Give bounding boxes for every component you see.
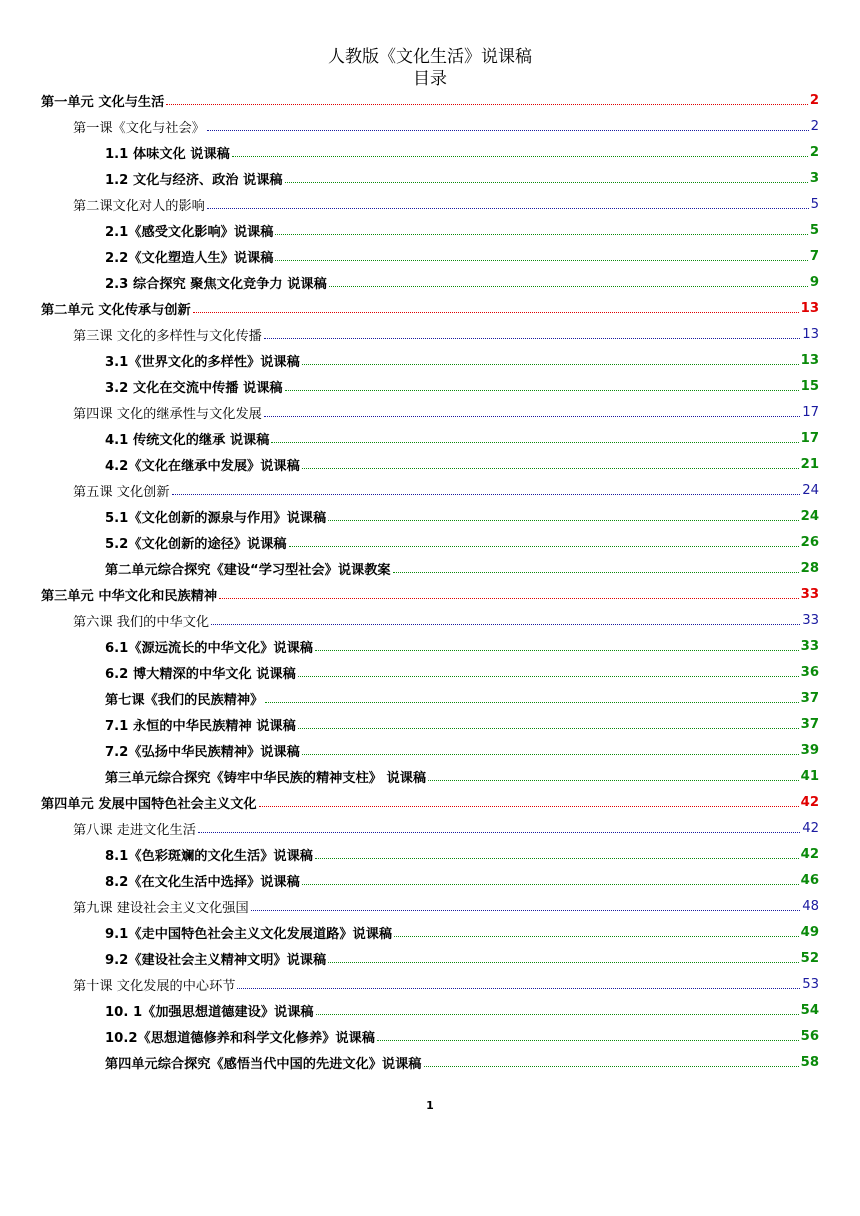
page-number: 1 xyxy=(426,1099,434,1112)
toc-entry-sub[interactable] xyxy=(0,997,860,1023)
dot-leader xyxy=(394,936,799,937)
toc-entry-page: 53 xyxy=(802,976,819,992)
toc-entry-page: 33 xyxy=(802,612,819,628)
toc-entry-label: 第四单元综合探究《感悟当代中国的先进文化》说课稿 xyxy=(105,1056,422,1072)
toc-entry-lesson[interactable] xyxy=(0,971,860,997)
toc-entry-page: 9 xyxy=(809,274,819,290)
dot-leader xyxy=(259,806,799,807)
toc-entry-page: 28 xyxy=(800,560,819,576)
dot-leader xyxy=(328,520,798,521)
toc-entry-page: 13 xyxy=(800,300,819,316)
dot-leader xyxy=(264,338,800,339)
toc-entry-sub[interactable] xyxy=(0,685,860,711)
dot-leader xyxy=(285,390,799,391)
toc-entry-page: 49 xyxy=(800,924,819,940)
toc-entry-sub[interactable] xyxy=(0,347,860,373)
toc-entry-lesson[interactable] xyxy=(0,893,860,919)
toc-entry-page: 17 xyxy=(802,404,819,420)
document-title: 人教版《文化生活》说课稿 xyxy=(328,47,532,67)
toc-entry-unit[interactable] xyxy=(0,87,860,113)
toc-entry-sub[interactable] xyxy=(0,425,860,451)
table-of-contents xyxy=(0,87,860,1075)
dot-leader xyxy=(264,416,800,417)
toc-entry-label: 第二课文化对人的影响 xyxy=(73,198,205,214)
toc-entry-sub[interactable] xyxy=(0,243,860,269)
toc-entry-sub[interactable] xyxy=(0,1049,860,1075)
dot-leader xyxy=(193,312,799,313)
toc-entry-label: 5.2《文化创新的途径》说课稿 xyxy=(105,536,287,552)
toc-entry-label: 第五课 文化创新 xyxy=(73,484,170,500)
toc-entry-sub[interactable] xyxy=(0,867,860,893)
toc-entry-page: 41 xyxy=(800,768,819,784)
dot-leader xyxy=(377,1040,799,1041)
toc-entry-label: 6.1《源远流长的中华文化》说课稿 xyxy=(105,640,313,656)
toc-entry-label: 9.2《建设社会主义精神文明》说课稿 xyxy=(105,952,327,968)
toc-entry-page: 33 xyxy=(800,586,819,602)
dot-leader xyxy=(302,754,799,755)
dot-leader xyxy=(198,832,800,833)
toc-heading: 目录 xyxy=(413,69,447,89)
toc-entry-page: 42 xyxy=(800,846,819,862)
dot-leader xyxy=(207,208,809,209)
toc-entry-label: 9.1《走中国特色社会主义文化发展道路》说课稿 xyxy=(105,926,393,942)
dot-leader xyxy=(237,988,800,989)
toc-entry-page: 2 xyxy=(809,92,819,108)
toc-entry-label: 10.2《思想道德修养和科学文化修养》说课稿 xyxy=(105,1030,375,1046)
toc-entry-sub[interactable] xyxy=(0,529,860,555)
toc-entry-page: 58 xyxy=(800,1054,819,1070)
toc-entry-label: 第三单元综合探究《铸牢中华民族的精神支柱》 说课稿 xyxy=(105,770,427,786)
toc-entry-label: 第九课 建设社会主义文化强国 xyxy=(73,900,249,916)
toc-entry-label: 第三课 文化的多样性与文化传播 xyxy=(73,328,262,344)
toc-entry-lesson[interactable] xyxy=(0,477,860,503)
dot-leader xyxy=(315,650,799,651)
toc-entry-page: 42 xyxy=(800,794,819,810)
dot-leader xyxy=(251,910,801,911)
dot-leader xyxy=(289,546,799,547)
toc-entry-page: 52 xyxy=(800,950,819,966)
dot-leader xyxy=(315,858,799,859)
toc-entry-label: 第二单元综合探究《建设“学习型社会》说课教案 xyxy=(105,562,391,578)
toc-entry-page: 54 xyxy=(800,1002,819,1018)
toc-entry-label: 5.1《文化创新的源泉与作用》说课稿 xyxy=(105,510,327,526)
dot-leader xyxy=(219,598,799,599)
dot-leader xyxy=(298,728,799,729)
toc-entry-page: 33 xyxy=(800,638,819,654)
dot-leader xyxy=(302,364,799,365)
toc-entry-sub[interactable] xyxy=(0,139,860,165)
toc-entry-sub[interactable] xyxy=(0,269,860,295)
toc-entry-page: 26 xyxy=(800,534,819,550)
toc-entry-sub[interactable] xyxy=(0,737,860,763)
toc-entry-sub[interactable] xyxy=(0,659,860,685)
dot-leader xyxy=(285,182,808,183)
toc-entry-page: 24 xyxy=(802,482,819,498)
toc-entry-page: 13 xyxy=(800,352,819,368)
dot-leader xyxy=(302,884,799,885)
toc-entry-label: 8.1《色彩斑斓的文化生活》说课稿 xyxy=(105,848,313,864)
toc-entry-label: 10. 1《加强思想道德建设》说课稿 xyxy=(105,1004,314,1020)
toc-entry-page: 21 xyxy=(800,456,819,472)
dot-leader xyxy=(424,1066,799,1067)
toc-entry-label: 4.1 传统文化的继承 说课稿 xyxy=(105,432,270,448)
toc-entry-lesson[interactable] xyxy=(0,815,860,841)
toc-entry-label: 1.2 文化与经济、政治 说课稿 xyxy=(105,172,283,188)
toc-entry-label: 4.2《文化在继承中发展》说课稿 xyxy=(105,458,300,474)
toc-entry-label: 3.2 文化在交流中传播 说课稿 xyxy=(105,380,283,396)
dot-leader xyxy=(316,1014,799,1015)
toc-entry-sub[interactable] xyxy=(0,165,860,191)
toc-entry-lesson[interactable] xyxy=(0,607,860,633)
dot-leader xyxy=(393,572,799,573)
toc-entry-label: 第八课 走进文化生活 xyxy=(73,822,196,838)
toc-entry-unit[interactable] xyxy=(0,789,860,815)
toc-entry-label: 第二单元 文化传承与创新 xyxy=(41,302,191,318)
toc-entry-page: 13 xyxy=(802,326,819,342)
toc-entry-page: 2 xyxy=(809,144,819,160)
toc-entry-sub[interactable] xyxy=(0,555,860,581)
toc-entry-label: 第一课《文化与社会》 xyxy=(73,120,205,136)
toc-entry-label: 6.2 博大精深的中华文化 说课稿 xyxy=(105,666,296,682)
toc-entry-label: 第十课 文化发展的中心环节 xyxy=(73,978,236,994)
toc-entry-page: 7 xyxy=(809,248,819,264)
toc-entry-lesson[interactable] xyxy=(0,113,860,139)
dot-leader xyxy=(211,624,800,625)
toc-entry-page: 37 xyxy=(800,690,819,706)
toc-entry-label: 2.2《文化塑造人生》说课稿 xyxy=(105,250,274,266)
toc-entry-sub[interactable] xyxy=(0,711,860,737)
dot-leader xyxy=(428,780,799,781)
dot-leader xyxy=(265,702,798,703)
toc-entry-page: 48 xyxy=(802,898,819,914)
toc-entry-page: 2 xyxy=(810,118,819,134)
toc-entry-page: 46 xyxy=(800,872,819,888)
toc-entry-page: 42 xyxy=(802,820,819,836)
toc-entry-sub[interactable] xyxy=(0,763,860,789)
toc-entry-sub[interactable] xyxy=(0,945,860,971)
toc-entry-page: 17 xyxy=(800,430,819,446)
toc-entry-label: 7.1 永恒的中华民族精神 说课稿 xyxy=(105,718,296,734)
dot-leader xyxy=(207,130,809,131)
toc-entry-sub[interactable] xyxy=(0,633,860,659)
toc-entry-sub[interactable] xyxy=(0,841,860,867)
toc-entry-sub[interactable] xyxy=(0,503,860,529)
toc-entry-page: 56 xyxy=(800,1028,819,1044)
toc-entry-page: 15 xyxy=(800,378,819,394)
toc-entry-page: 5 xyxy=(810,196,819,212)
dot-leader xyxy=(328,962,798,963)
toc-entry-label: 2.1《感受文化影响》说课稿 xyxy=(105,224,274,240)
toc-entry-sub[interactable] xyxy=(0,1023,860,1049)
toc-entry-unit[interactable] xyxy=(0,581,860,607)
toc-entry-label: 1.1 体味文化 说课稿 xyxy=(105,146,230,162)
dot-leader xyxy=(275,260,807,261)
toc-entry-lesson[interactable] xyxy=(0,191,860,217)
toc-entry-label: 第四单元 发展中国特色社会主义文化 xyxy=(41,796,257,812)
toc-entry-sub[interactable] xyxy=(0,919,860,945)
toc-entry-lesson[interactable] xyxy=(0,399,860,425)
toc-entry-label: 第六课 我们的中华文化 xyxy=(73,614,210,630)
toc-entry-label: 8.2《在文化生活中选择》说课稿 xyxy=(105,874,300,890)
toc-entry-label: 第一单元 文化与生活 xyxy=(41,94,165,110)
dot-leader xyxy=(166,104,808,105)
toc-entry-label: 2.3 综合探究 聚焦文化竞争力 说课稿 xyxy=(105,276,327,292)
toc-entry-page: 24 xyxy=(800,508,819,524)
toc-entry-sub[interactable] xyxy=(0,451,860,477)
toc-entry-label: 第七课《我们的民族精神》 xyxy=(105,692,264,708)
toc-entry-label: 第四课 文化的继承性与文化发展 xyxy=(73,406,262,422)
dot-leader xyxy=(275,234,807,235)
toc-entry-sub[interactable] xyxy=(0,373,860,399)
toc-entry-page: 3 xyxy=(809,170,819,186)
toc-entry-label: 7.2《弘扬中华民族精神》说课稿 xyxy=(105,744,300,760)
toc-entry-page: 36 xyxy=(800,664,819,680)
toc-entry-unit[interactable] xyxy=(0,295,860,321)
toc-entry-page: 37 xyxy=(800,716,819,732)
dot-leader xyxy=(271,442,798,443)
dot-leader xyxy=(232,156,808,157)
dot-leader xyxy=(298,676,799,677)
toc-entry-sub[interactable] xyxy=(0,217,860,243)
dot-leader xyxy=(302,468,799,469)
toc-entry-page: 39 xyxy=(800,742,819,758)
toc-entry-label: 3.1《世界文化的多样性》说课稿 xyxy=(105,354,300,370)
toc-entry-label: 第三单元 中华文化和民族精神 xyxy=(41,588,218,604)
toc-entry-page: 5 xyxy=(809,222,819,238)
dot-leader xyxy=(329,286,808,287)
dot-leader xyxy=(172,494,801,495)
toc-entry-lesson[interactable] xyxy=(0,321,860,347)
